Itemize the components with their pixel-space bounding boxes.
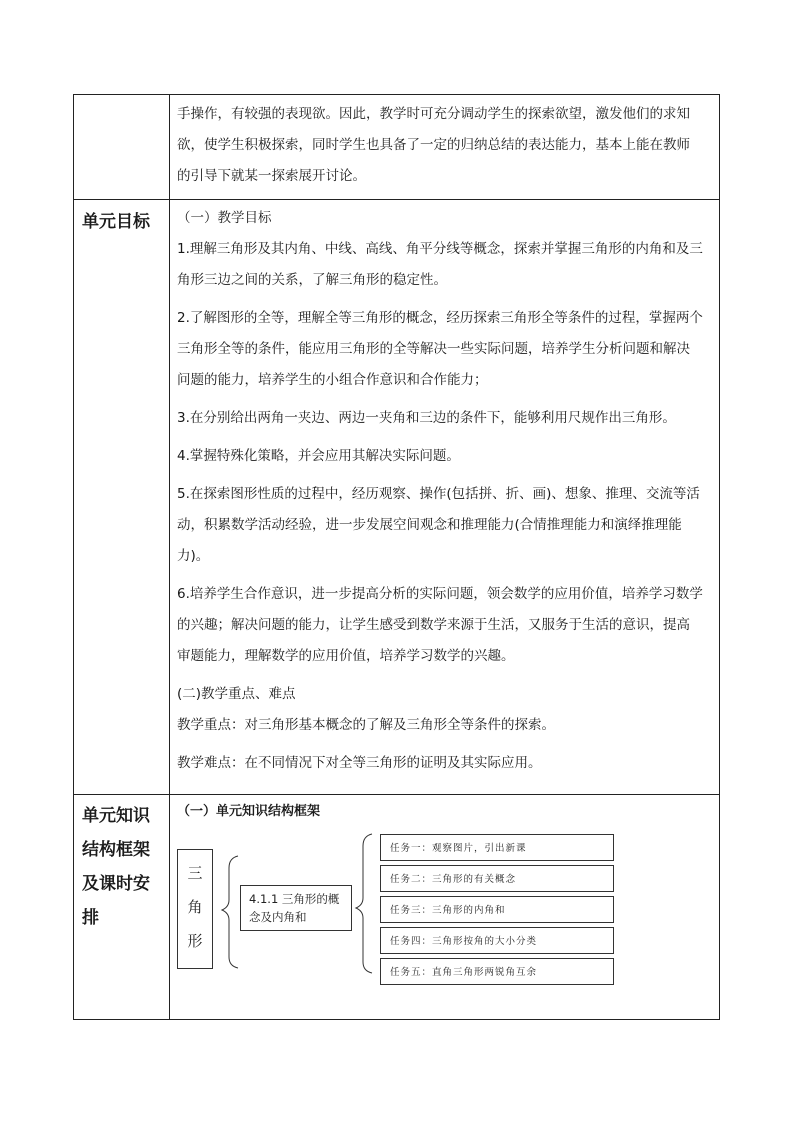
goal-line: 审题能力，理解数学的应用价值，培养学习数学的兴趣。 (177, 648, 515, 664)
goal-line: 2.了解图形的全等，理解全等三角形的概念，经历探索三角形全等条件的过程，掌握两个 (177, 310, 703, 326)
difficult-point: 教学难点：在不同情况下对全等三角形的证明及其实际应用。 (177, 755, 542, 771)
goal-line: 三角形全等的条件，能应用三角形的全等解决一些实际问题，培养学生分析问题和解决 (177, 341, 690, 357)
label-line: 及课时安 (82, 874, 150, 894)
column-divider (169, 95, 170, 1019)
goal-line: 角形三边之间的关系，了解三角形的稳定性。 (177, 272, 447, 288)
unit-goals-label: 单元目标 (82, 212, 150, 232)
structure-label (82, 799, 162, 935)
goal-line: 1.理解三角形及其内角、中线、高线、角平分线等概念，探索并掌握三角形的内角和及三 (177, 241, 703, 257)
row-divider (74, 199, 719, 200)
unit-goals-content (177, 203, 712, 779)
goal-line: 问题的能力，培养学生的小组合作意识和合作能力； (177, 372, 488, 388)
label-line: 结构框架 (82, 840, 150, 860)
label-line: 单元知识 (82, 806, 150, 826)
goal-line: 的兴趣；解决问题的能力，让学生感受到数学来源于生活，又服务于生活的意识，提高 (177, 617, 690, 633)
task-box: 任务二：三角形的有关概念 (380, 865, 614, 892)
task-box: 任务五：直角三角形两锐角互余 (380, 958, 614, 985)
goal-line: 动，积累数学活动经验，进一步发展空间观念和推理能力(合情推理能力和演绎推理能 (177, 517, 682, 533)
text-line: 手操作，有较强的表现欲。因此，教学时可充分调动学生的探索欲望，激发他们的求知 (177, 106, 690, 122)
row-divider (74, 794, 719, 795)
label-line: 排 (82, 908, 99, 928)
root-node-triangle (177, 849, 213, 969)
root-char: 三 (187, 864, 203, 882)
text-line: 的引导下就某一探索展开讨论。 (177, 168, 366, 184)
intro-continued-text (177, 99, 712, 192)
section-node: 4.1.1 三角形的概念及内角和 (240, 885, 352, 931)
key-point: 教学重点：对三角形基本概念的了解及三角形全等条件的探索。 (177, 717, 555, 733)
goal-line: 5.在探索图形性质的过程中，经历观察、操作(包括拼、折、画)、想象、推理、交流等活 (177, 486, 700, 502)
goal-line: 4.掌握特殊化策略，并会应用其解决实际问题。 (177, 448, 460, 464)
task-box: 任务三：三角形的内角和 (380, 896, 614, 923)
key-points-heading: (二)教学重点、难点 (177, 686, 296, 702)
goal-line: 3.在分别给出两角一夹边、两边一夹角和三边的条件下，能够利用尺规作出三角形。 (177, 410, 676, 426)
text-line: 欲，使学生积极探索，同时学生也具备了一定的归纳总结的表达能力，基本上能在教师 (177, 137, 690, 153)
task-box: 任务四：三角形按角的大小分类 (380, 927, 614, 954)
goals-heading: （一）教学目标 (177, 210, 272, 226)
structure-heading: （一）单元知识结构框架 (177, 804, 321, 819)
goal-line: 力)。 (177, 548, 210, 564)
task-box: 任务一：观察图片，引出新课 (380, 834, 614, 861)
root-char: 角 (187, 898, 203, 916)
goal-line: 6.培养学生合作意识，进一步提高分析的实际问题，领会数学的应用价值，培养学习数学 (177, 586, 703, 602)
root-char: 形 (187, 932, 203, 950)
